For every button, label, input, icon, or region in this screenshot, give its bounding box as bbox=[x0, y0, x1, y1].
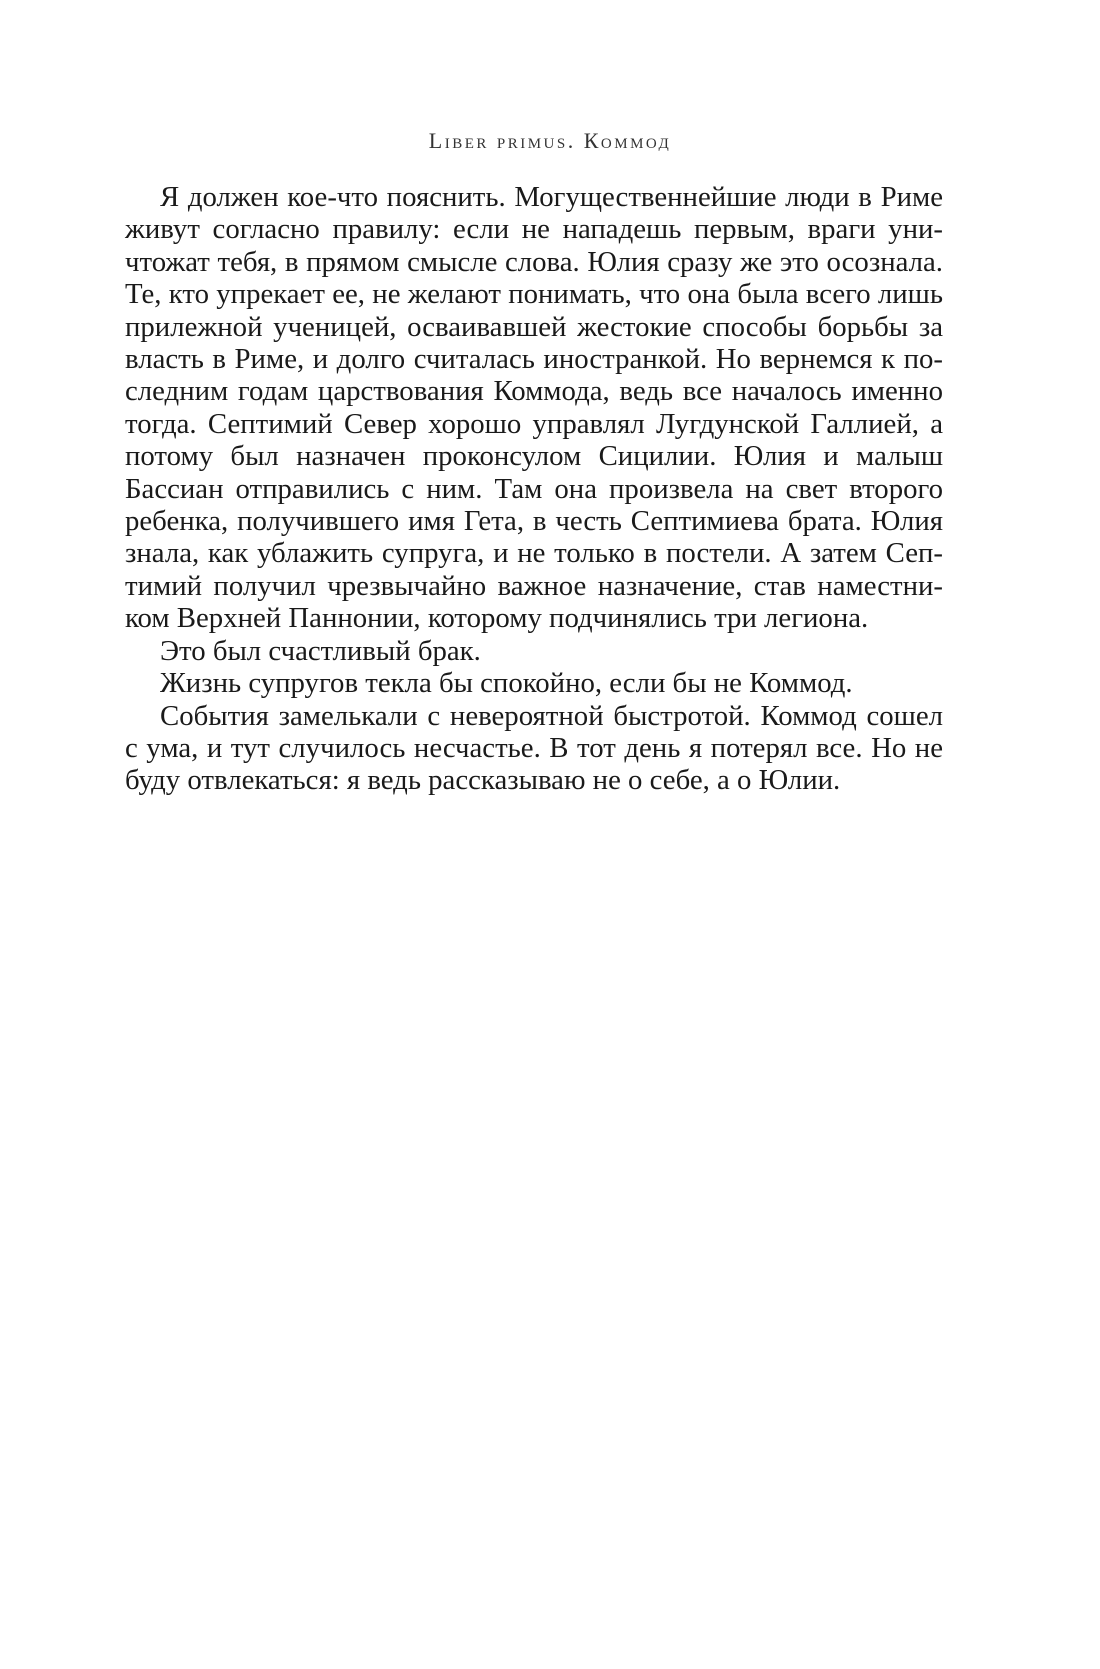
running-header: Liber primus. Коммод bbox=[428, 128, 672, 153]
paragraph: Жизнь супругов текла бы спокойно, если бы не Коммод. bbox=[160, 667, 853, 700]
paragraph: Это был счастливый брак. bbox=[160, 634, 481, 667]
paragraph: Я должен кое-что пояснить. Могущественнейшие люди в Риме живут согласно правилу: если не нападешь первым, враги уничтожат тебя, в прямом смысле слова. Юлия сразу же это осознала. Те, кто упрекает ее, не желают понимать, что она была всего лишь прилежной ученицей, осваивавшей жестокие способы борьбы за власть в Риме, и долго считалась иностранкой. Но вернемся к последним годам царствования Коммода, ведь все началось именно тогда. Септимий Север хорошо управлял Лугдунской Галлией, а потому был назначен проконсулом Сицилии. Юлия и малыш Бассиан отправились с ним. Там она произвела на свет второго ребенка, получившего имя Гета, в честь Септимиева брата. Юлия знала, как ублажить супруга, и не только в постели. А затем Септимий получил чрезвычайно важное назначение, став наместником Верхней Паннонии, которому подчинялись три легиона. bbox=[125, 181, 943, 635]
paragraph: События замелькали с невероятной быстротой. Коммод сошел с ума, и тут случилось несчастье. В тот день я потерял все. Но не буду отвлекаться: я ведь рассказываю не о себе, а о Юлии. bbox=[125, 699, 943, 797]
main-text bbox=[125, 181, 943, 797]
